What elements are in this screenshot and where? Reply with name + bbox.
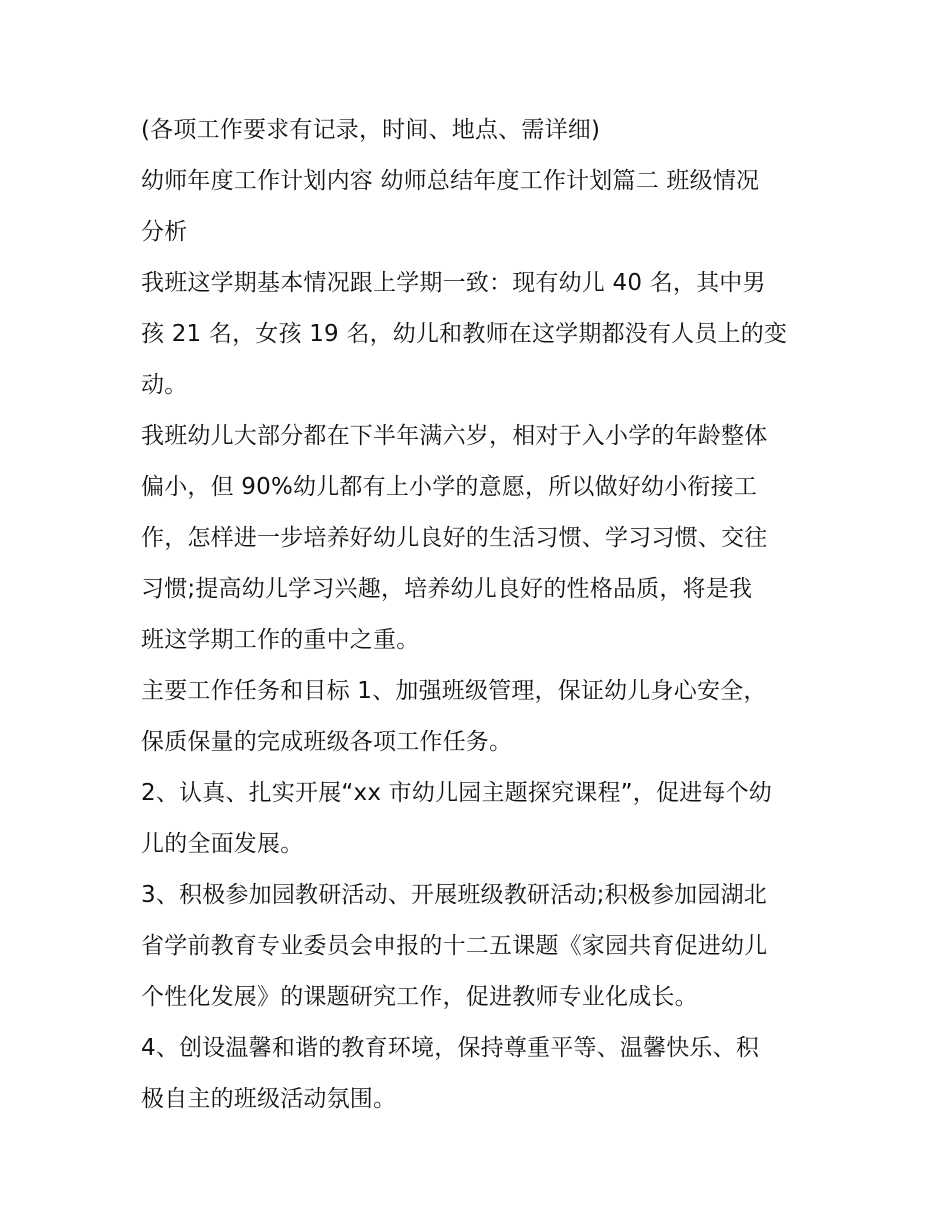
text-line: 儿的全面发展。 bbox=[141, 831, 304, 857]
text-line: 个性化发展》的课题研究工作，促进教师专业化成长。 bbox=[141, 984, 698, 1010]
text-line: 2、认真、扎实开展“xx 市幼儿园主题探究课程”，促进每个幼 bbox=[141, 780, 772, 806]
paragraph-age-analysis bbox=[141, 411, 831, 666]
text-line: 我班幼儿大部分都在下半年满六岁，相对于入小学的年龄整体 bbox=[141, 423, 768, 449]
text-line: 习惯;提高幼儿学习兴趣，培养幼儿良好的性格品质，将是我 bbox=[141, 576, 753, 602]
text-line: 3、积极参加园教研活动、开展班级教研活动;积极参加园湖北 bbox=[141, 882, 767, 908]
text-line: 作，怎样进一步培养好幼儿良好的生活习惯、学习习惯、交往 bbox=[141, 525, 768, 551]
document-body bbox=[141, 105, 831, 1125]
text-line: 省学前教育专业委员会申报的十二五课题《家园共育促进幼儿 bbox=[141, 933, 768, 959]
paragraph-goal-2 bbox=[141, 768, 831, 870]
text-line: 保质保量的完成班级各项工作任务。 bbox=[141, 729, 513, 755]
text-line: 4、创设温馨和谐的教育环境，保持尊重平等、温馨快乐、积 bbox=[141, 1035, 760, 1061]
text-line: 动。 bbox=[141, 372, 188, 398]
paragraph-record-note bbox=[141, 105, 831, 156]
text-line: 孩 21 名，女孩 19 名，幼儿和教师在这学期都没有人员上的变 bbox=[141, 321, 788, 347]
text-line: 班这学期工作的重中之重。 bbox=[141, 627, 420, 653]
text-line: 主要工作任务和目标 1、加强班级管理，保证幼儿身心安全， bbox=[141, 678, 767, 704]
text-line: 幼师年度工作计划内容 幼师总结年度工作计划篇二 班级情况 bbox=[141, 168, 760, 194]
text-line: (各项工作要求有记录，时间、地点、需详细) bbox=[141, 117, 601, 143]
paragraph-goal-1 bbox=[141, 666, 831, 768]
text-line: 分析 bbox=[141, 219, 188, 245]
paragraph-class-basics bbox=[141, 258, 831, 411]
paragraph-goal-4 bbox=[141, 1023, 831, 1125]
paragraph-heading-class-analysis bbox=[141, 156, 831, 258]
text-line: 偏小，但 90%幼儿都有上小学的意愿，所以做好幼小衔接工 bbox=[141, 474, 758, 500]
paragraph-goal-3 bbox=[141, 870, 831, 1023]
text-line: 极自主的班级活动氛围。 bbox=[141, 1086, 397, 1112]
text-line: 我班这学期基本情况跟上学期一致：现有幼儿 40 名，其中男 bbox=[141, 270, 766, 296]
